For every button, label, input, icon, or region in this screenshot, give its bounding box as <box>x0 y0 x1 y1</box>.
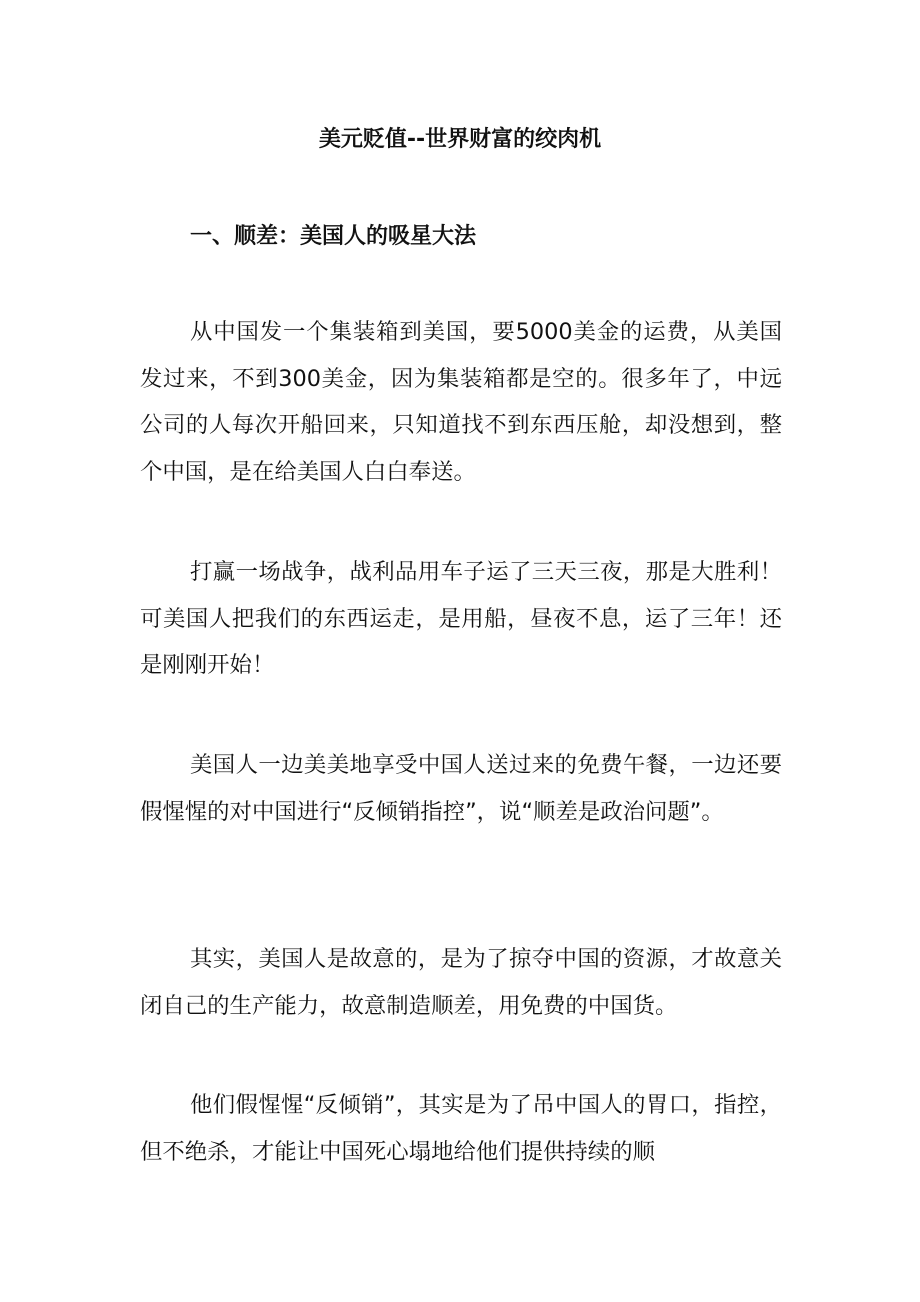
paragraph-2: 打赢一场战争，战利品用车子运了三天三夜，那是大胜利！可美国人把我们的东西运走，是用船，昼夜不息，运了三年！还是刚刚开始！ <box>140 559 782 678</box>
paragraph-3: 美国人一边美美地享受中国人送过来的免费午餐，一边还要假惺惺的对中国进行“反倾销指控”，说“顺差是政治问题”。 <box>140 752 782 825</box>
paragraph-4: 其实，美国人是故意的，是为了掠夺中国的资源，才故意关闭自己的生产能力，故意制造顺差，用免费的中国货。 <box>140 946 782 1019</box>
document-title: 美元贬值--世界财富的绞肉机 <box>318 127 602 152</box>
section-heading: 一、顺差：美国人的吸星大法 <box>190 224 477 249</box>
paragraph-5: 他们假惺惺“反倾销”，其实是为了吊中国人的胃口，指控，但不绝杀，才能让中国死心塌地给他们提供持续的顺 <box>140 1092 782 1165</box>
paragraph-1: 从中国发一个集装箱到美国，要5000美金的运费，从美国发过来，不到300美金，因为集装箱都是空的。很多年了，中远公司的人每次开船回来，只知道找不到东西压舱，却没想到，整个中国，是在给美国人白白奉送。 <box>140 319 782 485</box>
